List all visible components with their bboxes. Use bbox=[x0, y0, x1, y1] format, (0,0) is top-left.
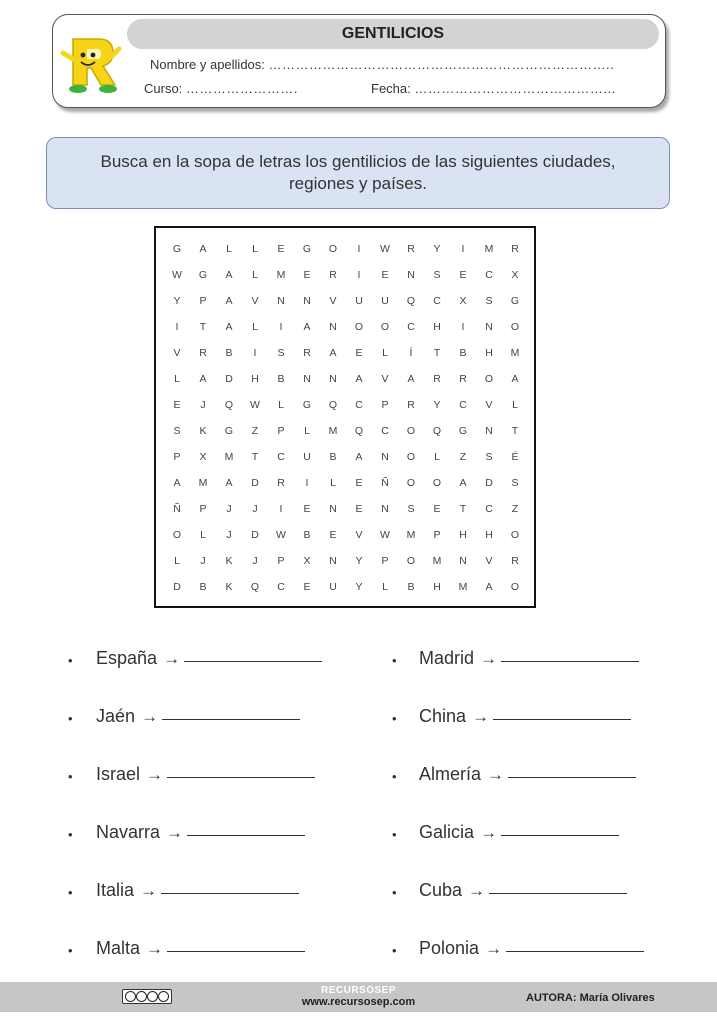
grid-cell[interactable]: L bbox=[252, 243, 258, 255]
grid-cell[interactable]: M bbox=[276, 269, 286, 281]
word-item bbox=[96, 880, 299, 901]
grid-cell[interactable]: O bbox=[354, 321, 364, 333]
date-field[interactable] bbox=[371, 81, 616, 96]
grid-cell[interactable]: O bbox=[432, 477, 442, 489]
grid-cell[interactable]: O bbox=[406, 555, 416, 567]
grid-cell[interactable]: I bbox=[461, 243, 465, 255]
grid-cell[interactable]: Q bbox=[354, 425, 364, 437]
grid-cell[interactable]: U bbox=[355, 295, 363, 307]
grid-cell[interactable]: É bbox=[511, 451, 519, 463]
grid-cell[interactable]: O bbox=[406, 477, 416, 489]
grid-cell[interactable]: R bbox=[407, 399, 415, 411]
grid-cell[interactable]: R bbox=[303, 347, 311, 359]
grid-cell[interactable]: P bbox=[277, 555, 285, 567]
word-item bbox=[96, 648, 322, 669]
grid-cell[interactable]: O bbox=[172, 529, 182, 541]
word-item bbox=[96, 706, 300, 727]
grid-cell[interactable]: A bbox=[355, 451, 363, 463]
grid-row bbox=[164, 444, 528, 470]
grid-cell[interactable]: I bbox=[461, 321, 465, 333]
grid-cell[interactable]: M bbox=[328, 425, 338, 437]
word-search-table bbox=[164, 236, 528, 600]
word-label: Madrid bbox=[419, 648, 475, 668]
grid-cell[interactable]: N bbox=[277, 295, 285, 307]
grid-cell[interactable]: N bbox=[381, 503, 389, 515]
arrow-right-icon: → bbox=[163, 649, 181, 668]
answer-blank[interactable] bbox=[161, 892, 299, 894]
grid-cell[interactable]: X bbox=[199, 451, 207, 463]
grid-cell[interactable]: S bbox=[485, 295, 493, 307]
grid-cell[interactable]: A bbox=[173, 477, 181, 489]
answer-blank[interactable] bbox=[508, 776, 636, 778]
name-field[interactable] bbox=[150, 57, 614, 72]
grid-cell[interactable]: R bbox=[459, 373, 467, 385]
grid-row bbox=[164, 392, 528, 418]
grid-cell[interactable]: Ñ bbox=[173, 503, 181, 515]
grid-cell[interactable]: B bbox=[225, 347, 233, 359]
grid-cell[interactable]: A bbox=[225, 295, 233, 307]
grid-cell[interactable]: S bbox=[433, 269, 441, 281]
grid-cell[interactable]: N bbox=[485, 425, 493, 437]
arrow-right-icon: → bbox=[146, 939, 164, 958]
grid-cell[interactable]: J bbox=[226, 529, 232, 541]
grid-cell[interactable]: O bbox=[380, 321, 390, 333]
grid-cell[interactable]: L bbox=[200, 529, 206, 541]
grid-cell[interactable]: Ñ bbox=[381, 477, 389, 489]
grid-cell[interactable]: Z bbox=[459, 451, 467, 463]
grid-cell[interactable]: K bbox=[225, 581, 233, 593]
grid-cell[interactable]: Y bbox=[355, 581, 363, 593]
grid-cell[interactable]: R bbox=[277, 477, 285, 489]
grid-cell[interactable]: K bbox=[199, 425, 207, 437]
grid-cell[interactable]: I bbox=[357, 243, 361, 255]
grid-cell[interactable]: C bbox=[277, 451, 285, 463]
grid-cell[interactable]: C bbox=[485, 269, 493, 281]
bullet-icon: • bbox=[68, 827, 73, 842]
name-label: Nombre y apellidos: bbox=[150, 57, 265, 72]
grid-cell[interactable]: L bbox=[252, 269, 258, 281]
grid-cell[interactable]: A bbox=[225, 477, 233, 489]
grid-cell[interactable]: L bbox=[278, 399, 284, 411]
grid-row bbox=[164, 548, 528, 574]
grid-cell[interactable]: N bbox=[485, 321, 493, 333]
grid-cell[interactable]: A bbox=[355, 373, 363, 385]
grid-cell[interactable]: M bbox=[458, 581, 468, 593]
grid-cell[interactable]: M bbox=[406, 529, 416, 541]
arrow-right-icon: → bbox=[480, 649, 498, 668]
grid-cell[interactable]: C bbox=[381, 425, 389, 437]
word-item bbox=[419, 880, 627, 901]
grid-cell[interactable]: Q bbox=[406, 295, 416, 307]
grid-cell[interactable]: I bbox=[253, 347, 257, 359]
word-label: Cuba bbox=[419, 880, 463, 900]
answer-blank[interactable] bbox=[167, 776, 315, 778]
footer-brand: RECURSOSEP bbox=[320, 985, 396, 996]
grid-cell[interactable]: G bbox=[198, 269, 208, 281]
arrow-right-icon: → bbox=[166, 823, 184, 842]
grid-cell[interactable]: U bbox=[303, 451, 311, 463]
word-label: Malta bbox=[96, 938, 141, 958]
grid-cell[interactable]: G bbox=[458, 425, 468, 437]
grid-cell[interactable]: G bbox=[172, 243, 182, 255]
grid-cell[interactable]: E bbox=[277, 243, 285, 255]
instruction-box bbox=[46, 137, 670, 209]
bullet-icon: • bbox=[68, 711, 73, 726]
grid-cell[interactable]: H bbox=[433, 321, 441, 333]
grid-row bbox=[164, 314, 528, 340]
grid-cell[interactable]: P bbox=[277, 425, 285, 437]
grid-cell[interactable]: H bbox=[485, 529, 493, 541]
recursosep-logo-icon bbox=[59, 29, 121, 99]
grid-cell[interactable]: V bbox=[251, 295, 259, 307]
grid-cell[interactable]: E bbox=[173, 399, 181, 411]
grid-cell[interactable]: M bbox=[224, 451, 234, 463]
word-label: Jaén bbox=[96, 706, 136, 726]
grid-cell[interactable]: S bbox=[407, 503, 415, 515]
date-label: Fecha: bbox=[371, 81, 411, 96]
arrow-right-icon: → bbox=[468, 881, 486, 900]
answer-blank[interactable] bbox=[506, 950, 644, 952]
grid-cell[interactable]: L bbox=[174, 373, 180, 385]
grid-cell[interactable]: H bbox=[251, 373, 259, 385]
word-item bbox=[419, 822, 619, 843]
grid-cell[interactable]: R bbox=[433, 373, 441, 385]
word-label: Polonia bbox=[419, 938, 480, 958]
grid-row bbox=[164, 340, 528, 366]
grid-cell[interactable]: E bbox=[355, 347, 363, 359]
grid-cell[interactable]: N bbox=[381, 451, 389, 463]
grid-cell[interactable]: J bbox=[226, 503, 232, 515]
grid-cell[interactable]: A bbox=[199, 373, 207, 385]
grid-cell[interactable]: A bbox=[459, 477, 467, 489]
bullet-icon: • bbox=[392, 885, 397, 900]
grid-cell[interactable]: L bbox=[304, 425, 310, 437]
bullet-icon: • bbox=[68, 943, 73, 958]
footer-author: AUTORA: María Olivares bbox=[526, 992, 655, 1004]
word-item bbox=[419, 706, 631, 727]
grid-cell[interactable]: N bbox=[329, 321, 337, 333]
grid-cell[interactable]: Z bbox=[251, 425, 259, 437]
grid-cell[interactable]: P bbox=[199, 295, 207, 307]
course-dots: ……………………. bbox=[185, 81, 299, 96]
grid-cell[interactable]: Y bbox=[433, 399, 441, 411]
answer-blank[interactable] bbox=[187, 834, 305, 836]
grid-cell[interactable]: G bbox=[302, 243, 312, 255]
grid-cell[interactable]: E bbox=[329, 529, 337, 541]
grid-cell[interactable]: E bbox=[355, 503, 363, 515]
grid-cell[interactable]: B bbox=[407, 581, 415, 593]
bullet-icon: • bbox=[68, 769, 73, 784]
grid-cell[interactable]: P bbox=[433, 529, 441, 541]
bullet-icon: • bbox=[392, 827, 397, 842]
grid-cell[interactable]: C bbox=[485, 503, 493, 515]
grid-cell[interactable]: L bbox=[382, 347, 388, 359]
grid-cell[interactable]: D bbox=[251, 529, 259, 541]
grid-cell[interactable]: D bbox=[173, 581, 181, 593]
arrow-right-icon: → bbox=[480, 823, 498, 842]
worksheet-title: GENTILICIOS bbox=[127, 19, 659, 49]
grid-cell[interactable]: B bbox=[459, 347, 467, 359]
grid-cell[interactable]: V bbox=[329, 295, 337, 307]
grid-cell[interactable]: N bbox=[303, 295, 311, 307]
grid-cell[interactable]: W bbox=[250, 399, 260, 411]
grid-cell[interactable]: E bbox=[381, 269, 389, 281]
grid-cell[interactable]: S bbox=[485, 451, 493, 463]
grid-cell[interactable]: U bbox=[381, 295, 389, 307]
word-label: España bbox=[96, 648, 158, 668]
word-item bbox=[419, 938, 644, 959]
footer-url[interactable]: www.recursosep.com bbox=[301, 996, 416, 1008]
grid-cell[interactable]: V bbox=[355, 529, 363, 541]
grid-row bbox=[164, 236, 528, 262]
grid-cell[interactable]: O bbox=[484, 373, 494, 385]
word-label: Navarra bbox=[96, 822, 161, 842]
grid-cell[interactable]: J bbox=[200, 555, 206, 567]
arrow-right-icon: → bbox=[140, 881, 158, 900]
grid-cell[interactable]: Q bbox=[224, 399, 234, 411]
grid-cell[interactable]: A bbox=[303, 321, 311, 333]
grid-cell[interactable]: P bbox=[381, 399, 389, 411]
grid-cell[interactable]: G bbox=[510, 295, 520, 307]
bullet-icon: • bbox=[392, 943, 397, 958]
grid-cell[interactable]: A bbox=[511, 373, 519, 385]
grid-cell[interactable]: W bbox=[172, 269, 182, 281]
footer bbox=[0, 982, 717, 1012]
grid-cell[interactable]: E bbox=[433, 503, 441, 515]
grid-cell[interactable]: L bbox=[330, 477, 336, 489]
grid-cell[interactable]: D bbox=[251, 477, 259, 489]
grid-cell[interactable]: Y bbox=[433, 243, 441, 255]
grid-cell[interactable]: S bbox=[511, 477, 519, 489]
bullet-icon: • bbox=[392, 653, 397, 668]
grid-cell[interactable]: S bbox=[173, 425, 181, 437]
arrow-right-icon: → bbox=[487, 765, 505, 784]
grid-cell[interactable]: L bbox=[512, 399, 518, 411]
word-item bbox=[96, 822, 305, 843]
grid-cell[interactable]: V bbox=[173, 347, 181, 359]
course-field[interactable] bbox=[144, 81, 298, 96]
name-dots: ………………………………………………………………….. bbox=[268, 57, 615, 72]
word-item bbox=[419, 764, 636, 785]
grid-cell[interactable]: B bbox=[329, 451, 337, 463]
answer-blank[interactable] bbox=[501, 834, 619, 836]
bullet-icon: • bbox=[392, 769, 397, 784]
course-label: Curso: bbox=[144, 81, 183, 96]
grid-cell[interactable]: Z bbox=[511, 503, 519, 515]
grid-cell[interactable]: W bbox=[276, 529, 286, 541]
grid-row bbox=[164, 366, 528, 392]
grid-row bbox=[164, 470, 528, 496]
grid-row bbox=[164, 522, 528, 548]
grid-cell[interactable]: E bbox=[459, 269, 467, 281]
grid-cell[interactable]: T bbox=[251, 451, 259, 463]
grid-cell[interactable]: A bbox=[407, 373, 415, 385]
grid-cell[interactable]: D bbox=[485, 477, 493, 489]
grid-cell[interactable]: I bbox=[357, 269, 361, 281]
grid-cell[interactable]: X bbox=[459, 295, 467, 307]
grid-cell[interactable]: O bbox=[510, 321, 520, 333]
grid-cell[interactable]: L bbox=[174, 555, 180, 567]
answer-blank[interactable] bbox=[167, 950, 305, 952]
grid-cell[interactable]: L bbox=[434, 451, 440, 463]
grid-cell[interactable]: N bbox=[329, 373, 337, 385]
grid-cell[interactable]: P bbox=[199, 503, 207, 515]
grid-cell[interactable]: H bbox=[433, 581, 441, 593]
grid-cell[interactable]: O bbox=[510, 581, 520, 593]
grid-cell[interactable]: M bbox=[198, 477, 208, 489]
grid-cell[interactable]: N bbox=[303, 373, 311, 385]
grid-cell[interactable]: R bbox=[407, 243, 415, 255]
grid-row bbox=[164, 262, 528, 288]
word-label: Almería bbox=[419, 764, 482, 784]
word-label: China bbox=[419, 706, 467, 726]
grid-cell[interactable]: I bbox=[175, 321, 179, 333]
word-search-grid bbox=[154, 226, 536, 608]
grid-cell[interactable]: V bbox=[485, 399, 493, 411]
grid-cell[interactable]: P bbox=[173, 451, 181, 463]
grid-cell[interactable]: K bbox=[225, 555, 233, 567]
grid-cell[interactable]: R bbox=[511, 243, 519, 255]
grid-cell[interactable]: I bbox=[279, 321, 283, 333]
grid-cell[interactable]: Y bbox=[173, 295, 181, 307]
grid-cell[interactable]: V bbox=[381, 373, 389, 385]
word-label: Galicia bbox=[419, 822, 475, 842]
grid-cell[interactable]: H bbox=[459, 529, 467, 541]
grid-cell[interactable]: O bbox=[406, 425, 416, 437]
grid-cell[interactable]: R bbox=[511, 555, 519, 567]
answer-blank[interactable] bbox=[162, 718, 300, 720]
grid-cell[interactable]: E bbox=[303, 503, 311, 515]
grid-cell[interactable]: T bbox=[511, 425, 519, 437]
date-dots: ……………………………………... bbox=[414, 81, 616, 96]
grid-row bbox=[164, 496, 528, 522]
grid-cell[interactable]: J bbox=[252, 503, 258, 515]
grid-cell[interactable]: U bbox=[329, 581, 337, 593]
header-card bbox=[52, 14, 666, 108]
grid-cell[interactable]: J bbox=[200, 399, 206, 411]
answer-blank[interactable] bbox=[501, 660, 639, 662]
grid-cell[interactable]: Q bbox=[328, 399, 338, 411]
grid-cell[interactable]: T bbox=[459, 503, 467, 515]
word-item bbox=[96, 938, 305, 959]
grid-cell[interactable]: A bbox=[225, 321, 233, 333]
grid-cell[interactable]: A bbox=[485, 581, 493, 593]
answer-blank[interactable] bbox=[489, 892, 627, 894]
grid-cell[interactable]: G bbox=[302, 399, 312, 411]
grid-cell[interactable]: I bbox=[305, 477, 309, 489]
grid-cell[interactable]: M bbox=[432, 555, 442, 567]
grid-cell[interactable]: S bbox=[277, 347, 285, 359]
word-item bbox=[419, 648, 639, 669]
word-label: Italia bbox=[96, 880, 135, 900]
grid-cell[interactable]: Q bbox=[432, 425, 442, 437]
grid-cell[interactable]: B bbox=[199, 581, 207, 593]
grid-cell[interactable]: B bbox=[303, 529, 311, 541]
grid-cell[interactable]: N bbox=[329, 555, 337, 567]
bullet-icon: • bbox=[392, 711, 397, 726]
grid-cell[interactable]: Í bbox=[409, 347, 413, 359]
grid-cell[interactable]: D bbox=[225, 373, 233, 385]
grid-cell[interactable]: N bbox=[459, 555, 467, 567]
grid-cell[interactable]: C bbox=[407, 321, 415, 333]
arrow-right-icon: → bbox=[472, 707, 490, 726]
grid-cell[interactable]: C bbox=[355, 399, 363, 411]
grid-cell[interactable]: M bbox=[484, 243, 494, 255]
grid-cell[interactable]: E bbox=[303, 269, 311, 281]
grid-cell[interactable]: T bbox=[433, 347, 441, 359]
grid-row bbox=[164, 574, 528, 600]
grid-cell[interactable]: Y bbox=[355, 555, 363, 567]
grid-cell[interactable]: L bbox=[252, 321, 258, 333]
grid-cell[interactable]: X bbox=[303, 555, 311, 567]
grid-cell[interactable]: C bbox=[277, 581, 285, 593]
grid-cell[interactable]: T bbox=[199, 321, 207, 333]
bullet-icon: • bbox=[68, 653, 73, 668]
grid-cell[interactable]: I bbox=[279, 503, 283, 515]
grid-cell[interactable]: C bbox=[459, 399, 467, 411]
grid-cell[interactable]: A bbox=[329, 347, 337, 359]
instruction-text: Busca en la sopa de letras los gentilicios de las siguientes ciudades, regiones y países. bbox=[100, 152, 616, 193]
word-label: Israel bbox=[96, 764, 141, 784]
grid-cell[interactable]: V bbox=[485, 555, 493, 567]
grid-cell[interactable]: W bbox=[380, 243, 390, 255]
grid-cell[interactable]: O bbox=[406, 451, 416, 463]
word-item bbox=[96, 764, 315, 785]
grid-cell[interactable]: W bbox=[380, 529, 390, 541]
arrow-right-icon: → bbox=[141, 707, 159, 726]
grid-cell[interactable]: A bbox=[225, 269, 233, 281]
grid-cell[interactable]: H bbox=[485, 347, 493, 359]
grid-cell[interactable]: M bbox=[510, 347, 520, 359]
grid-cell[interactable]: X bbox=[511, 269, 519, 281]
grid-cell[interactable]: N bbox=[407, 269, 415, 281]
grid-cell[interactable]: R bbox=[199, 347, 207, 359]
grid-cell[interactable]: Q bbox=[250, 581, 260, 593]
grid-cell[interactable]: O bbox=[510, 529, 520, 541]
grid-cell[interactable]: C bbox=[433, 295, 441, 307]
grid-cell[interactable]: L bbox=[382, 581, 388, 593]
grid-cell[interactable]: N bbox=[329, 503, 337, 515]
arrow-right-icon: → bbox=[485, 939, 503, 958]
bullet-icon: • bbox=[68, 885, 73, 900]
grid-cell[interactable]: E bbox=[303, 581, 311, 593]
arrow-right-icon: → bbox=[146, 765, 164, 784]
grid-cell[interactable]: P bbox=[381, 555, 389, 567]
answer-blank[interactable] bbox=[184, 660, 322, 662]
grid-cell[interactable]: O bbox=[328, 243, 338, 255]
grid-row bbox=[164, 418, 528, 444]
answer-blank[interactable] bbox=[493, 718, 631, 720]
grid-cell[interactable]: L bbox=[226, 243, 232, 255]
grid-cell[interactable]: B bbox=[277, 373, 285, 385]
grid-cell[interactable]: A bbox=[199, 243, 207, 255]
grid-cell[interactable]: G bbox=[224, 425, 234, 437]
grid-cell[interactable]: R bbox=[329, 269, 337, 281]
grid-row bbox=[164, 288, 528, 314]
grid-cell[interactable]: E bbox=[355, 477, 363, 489]
grid-cell[interactable]: J bbox=[252, 555, 258, 567]
